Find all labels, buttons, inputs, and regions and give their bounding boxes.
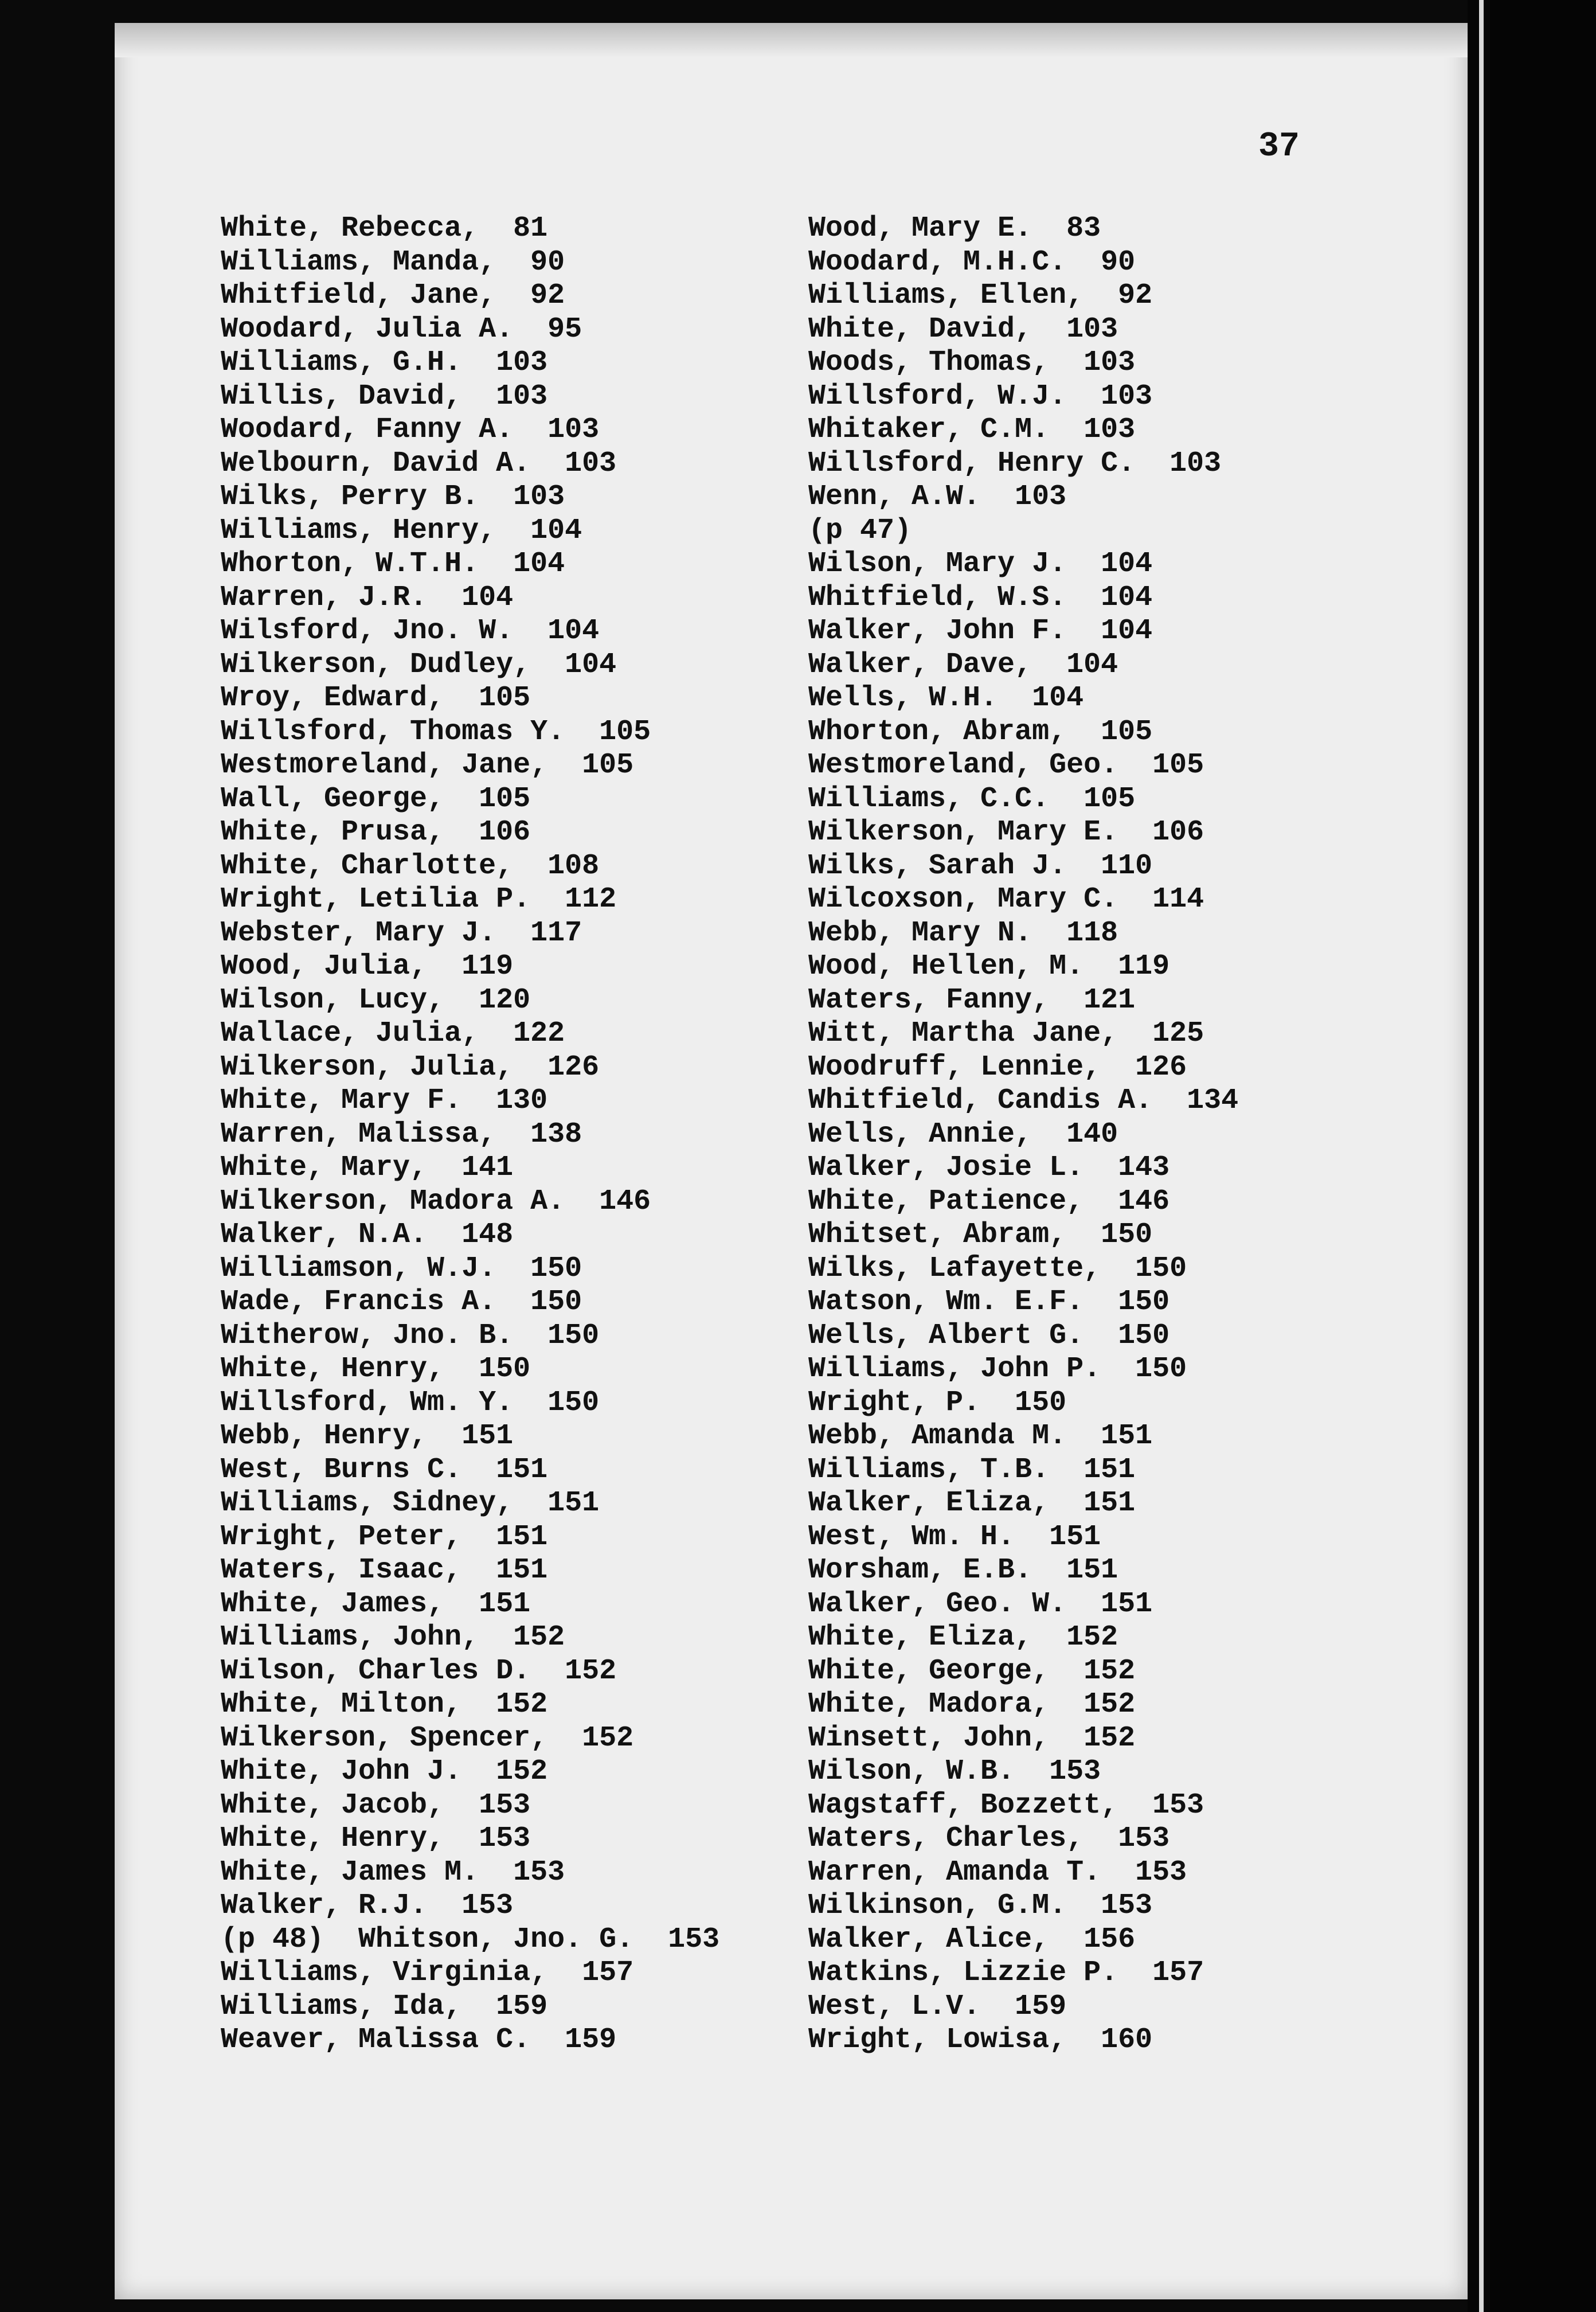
index-entry: Willsford, Wm. Y. 150 [221, 1386, 600, 1419]
index-entry: Willis, David, 103 [221, 380, 548, 413]
index-entry: Wilkerson, Mary E. 106 [808, 816, 1204, 849]
index-entry: Wenn, A.W. 103 [808, 481, 1067, 513]
page-top-edge [115, 23, 1468, 57]
index-entry: Williams, G.H. 103 [221, 346, 548, 379]
index-entry: Woodard, Julia A. 95 [221, 313, 582, 346]
index-entry: White, James, 151 [221, 1587, 531, 1620]
index-entry: Watson, Wm. E.F. 150 [808, 1286, 1170, 1318]
index-entry: Wood, Julia, 119 [221, 950, 514, 983]
index-entry: Wilson, Lucy, 120 [221, 983, 531, 1017]
index-entry: Walker, Geo. W. 151 [808, 1587, 1153, 1620]
index-entry: Walker, John F. 104 [808, 615, 1153, 647]
index-entry: White, Milton, 152 [221, 1688, 548, 1721]
index-entry: Wilson, W.B. 153 [808, 1755, 1101, 1788]
index-entry: Wright, P. 150 [808, 1386, 1067, 1419]
index-entry: White, Rebecca, 81 [221, 212, 548, 245]
index-entry: Walker, Eliza, 151 [808, 1487, 1136, 1520]
index-entry: Warren, J.R. 104 [221, 581, 514, 614]
index-entry: Woodruff, Lennie, 126 [808, 1050, 1187, 1084]
index-entry: Williams, C.C. 105 [808, 782, 1136, 815]
index-entry: Willsford, Henry C. 103 [808, 447, 1222, 480]
index-entry: Willsford, W.J. 103 [808, 380, 1153, 413]
index-entry: Whitfield, Candis A. 134 [808, 1084, 1239, 1117]
index-entry: West, Burns C. 151 [221, 1453, 548, 1486]
index-entry: Watkins, Lizzie P. 157 [808, 1956, 1204, 1989]
index-entry: Wells, W.H. 104 [808, 682, 1084, 714]
index-entry: Winsett, John, 152 [808, 1721, 1136, 1755]
index-entry: Williams, John, 152 [221, 1621, 565, 1654]
index-entry: Wilks, Sarah J. 110 [808, 849, 1153, 882]
index-entry: Whitfield, W.S. 104 [808, 581, 1153, 614]
index-entry: Wagstaff, Bozzett, 153 [808, 1788, 1204, 1822]
index-entry: Williams, T.B. 151 [808, 1453, 1136, 1486]
index-entry: Wells, Albert G. 150 [808, 1319, 1170, 1352]
index-entry: Wells, Annie, 140 [808, 1118, 1118, 1151]
index-entry: Wade, Francis A. 150 [221, 1286, 582, 1318]
index-entry: Williams, Ida, 159 [221, 1990, 548, 2023]
index-entry: Wall, George, 105 [221, 782, 531, 815]
index-entry: Williams, Ellen, 92 [808, 279, 1153, 312]
index-entry: Waters, Charles, 153 [808, 1822, 1170, 1855]
index-entry: Williams, Manda, 90 [221, 245, 565, 279]
page-number: 37 [1258, 127, 1300, 166]
index-entry: Whitaker, C.M. 103 [808, 413, 1136, 446]
index-entry: Weaver, Malissa C. 159 [221, 2024, 617, 2056]
index-entry: Westmoreland, Geo. 105 [808, 749, 1204, 782]
index-entry: Woodard, Fanny A. 103 [221, 413, 600, 446]
index-entry: Westmoreland, Jane, 105 [221, 749, 634, 782]
index-entry: Wilkerson, Madora A. 146 [221, 1185, 651, 1218]
index-entry: White, Henry, 150 [221, 1353, 531, 1385]
index-entry: Whitset, Abram, 150 [808, 1219, 1153, 1251]
index-entry: White, Jacob, 153 [221, 1788, 531, 1822]
index-entry: White, Patience, 146 [808, 1185, 1170, 1218]
index-entry: Walker, Alice, 156 [808, 1923, 1136, 1956]
index-entry: (p 48) Whitson, Jno. G. 153 [221, 1923, 720, 1956]
index-entry: Welbourn, David A. 103 [221, 447, 617, 480]
index-entry: Walker, N.A. 148 [221, 1219, 514, 1251]
index-entry: Williams, Henry, 104 [221, 514, 582, 547]
index-entry: Worsham, E.B. 151 [808, 1554, 1118, 1587]
index-entry: Williams, Virginia, 157 [221, 1956, 634, 1989]
index-column-left [221, 212, 719, 2057]
index-entry: Witherow, Jno. B. 150 [221, 1319, 600, 1352]
scan-border [1468, 0, 1596, 2312]
index-entry: Williams, Sidney, 151 [221, 1487, 600, 1520]
index-entry: Williamson, W.J. 150 [221, 1252, 582, 1285]
index-entry: Wood, Mary E. 83 [808, 212, 1101, 245]
index-entry: Whorton, Abram, 105 [808, 715, 1153, 748]
index-entry: Webb, Henry, 151 [221, 1420, 514, 1452]
index-entry: Walker, R.J. 153 [221, 1889, 514, 1922]
index-entry: Wilson, Charles D. 152 [221, 1654, 617, 1688]
index-entry: (p 47) [808, 514, 912, 547]
index-entry: Woods, Thomas, 103 [808, 346, 1136, 379]
index-entry: Walker, Dave, 104 [808, 648, 1118, 681]
index-entry: White, Mary F. 130 [221, 1084, 548, 1117]
index-entry: White, James M. 153 [221, 1856, 565, 1889]
index-column-right [808, 212, 1238, 2057]
index-entry: Webb, Mary N. 118 [808, 916, 1118, 950]
index-entry: Waters, Fanny, 121 [808, 983, 1136, 1017]
index-entry: Wilcoxson, Mary C. 114 [808, 883, 1204, 916]
index-entry: Warren, Malissa, 138 [221, 1118, 582, 1151]
index-entry: Wright, Lowisa, 160 [808, 2024, 1153, 2056]
index-entry: Whorton, W.T.H. 104 [221, 548, 565, 580]
index-entry: Webster, Mary J. 117 [221, 916, 582, 950]
index-entry: White, Mary, 141 [221, 1151, 514, 1184]
index-entry: White, Henry, 153 [221, 1822, 531, 1855]
index-entry: West, L.V. 159 [808, 1990, 1067, 2023]
index-entry: Walker, Josie L. 143 [808, 1151, 1170, 1184]
index-entry: Wilkinson, G.M. 153 [808, 1889, 1153, 1922]
index-entry: White, Charlotte, 108 [221, 849, 600, 882]
index-entry: Wilks, Lafayette, 150 [808, 1252, 1187, 1285]
index-entry: Witt, Martha Jane, 125 [808, 1017, 1204, 1050]
index-entry: White, John J. 152 [221, 1755, 548, 1788]
index-entry: White, David, 103 [808, 313, 1118, 346]
index-entry: Wroy, Edward, 105 [221, 682, 531, 714]
index-entry: Wilkerson, Julia, 126 [221, 1050, 600, 1084]
index-entry: White, George, 152 [808, 1654, 1136, 1688]
index-entry: Waters, Isaac, 151 [221, 1554, 548, 1587]
index-entry: Wallace, Julia, 122 [221, 1017, 565, 1050]
index-entry: Wilson, Mary J. 104 [808, 548, 1153, 580]
index-entry: Wilkerson, Spencer, 152 [221, 1721, 634, 1755]
index-entry: White, Prusa, 106 [221, 816, 531, 849]
index-entry: Webb, Amanda M. 151 [808, 1420, 1153, 1452]
index-entry: West, Wm. H. 151 [808, 1520, 1101, 1553]
index-entry: White, Madora, 152 [808, 1688, 1136, 1721]
index-entry: Willsford, Thomas Y. 105 [221, 715, 651, 748]
index-entry: Wright, Peter, 151 [221, 1520, 548, 1553]
index-entry: Wilsford, Jno. W. 104 [221, 615, 600, 647]
index-entry: Wright, Letilia P. 112 [221, 883, 617, 916]
index-entry: Woodard, M.H.C. 90 [808, 245, 1136, 279]
index-entry: Warren, Amanda T. 153 [808, 1856, 1187, 1889]
index-entry: Wilks, Perry B. 103 [221, 481, 565, 513]
index-entry: White, Eliza, 152 [808, 1621, 1118, 1654]
index-entry: Williams, John P. 150 [808, 1353, 1187, 1385]
index-entry: Wilkerson, Dudley, 104 [221, 648, 617, 681]
index-entry: Wood, Hellen, M. 119 [808, 950, 1170, 983]
index-entry: Whitfield, Jane, 92 [221, 279, 565, 312]
